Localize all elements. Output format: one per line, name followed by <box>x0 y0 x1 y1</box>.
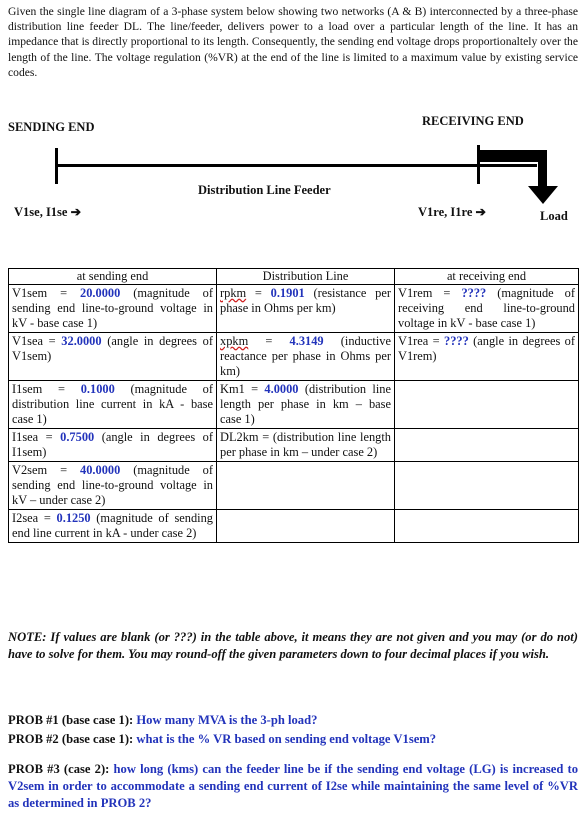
cell-xpkm: xpkm = 4.3149 (inductive reactance per phase in Ohms per km) <box>217 333 395 381</box>
header-sending: at sending end <box>9 269 217 285</box>
receiving-end-label: RECEIVING END <box>422 114 524 128</box>
feeder-label: Distribution Line Feeder <box>198 183 331 197</box>
table-row <box>9 333 579 381</box>
note-paragraph: NOTE: If values are blank (or ???) in the table above, it means they are not given and you may (or do not) have to solve for them. You may round-off the given parameters down to four decimal places if you wish. <box>8 630 578 661</box>
cell-empty <box>217 462 395 510</box>
cell-i1sea: I1sea = 0.7500 (angle in degrees of I1sem) <box>9 429 217 462</box>
header-receiving: at receiving end <box>395 269 579 285</box>
cell-v1rem: V1rem = ???? (magnitude of receiving end line-to-ground voltage in kV - base case 1) <box>395 285 579 333</box>
table-row <box>9 285 579 333</box>
table-row <box>9 429 579 462</box>
cell-v1sea: V1sea = 32.0000 (angle in degrees of V1sem) <box>9 333 217 381</box>
table-row <box>9 462 579 510</box>
prob-2: PROB #2 (base case 1): what is the % VR based on sending end voltage V1sem? <box>8 732 437 746</box>
table-row <box>9 510 579 543</box>
header-line: Distribution Line <box>217 269 395 285</box>
cell-i1sem: I1sem = 0.1000 (magnitude of distribution line current in kA - base case 1) <box>9 381 217 429</box>
cell-empty <box>395 510 579 543</box>
feeder-line <box>57 164 537 167</box>
cell-v2sem: V2sem = 40.0000 (magnitude of sending end line-to-ground voltage in kV – under case 2) <box>9 462 217 510</box>
receiving-variables: V1re, I1re ➔ <box>418 205 486 219</box>
load-label: Load <box>540 209 568 223</box>
cell-empty <box>395 462 579 510</box>
cell-v1sem: V1sem = 20.0000 (magnitude of sending end line-to-ground voltage in kV - base case 1) <box>9 285 217 333</box>
prob-3: PROB #3 (case 2): how long (kms) can the feeder line be if the sending end voltage (LG) is increased to V2sem in order to accommodate a sending end current of I2se while maintaining the same level of %VR as determined in PROB 2? <box>8 762 578 810</box>
cell-rpkm: rpkm = 0.1901 (resistance per phase in Ohms per km) <box>217 285 395 333</box>
sending-variables: V1se, I1se ➔ <box>14 205 82 219</box>
intro-paragraph: Given the single line diagram of a 3-phase system below showing two networks (A & B) interconnected by a three-phase distribution line feeder DL. The line/feeder, delivers power to a load over a particular length of the line. It has an impedance that is directly proportional to its length. Consequently, the sending end voltage drops proportionaltely over the length of the line. The voltage regulation (%VR) at the end of the line is limited to a maximum value by existing service codes. <box>8 5 578 79</box>
cell-v1rea: V1rea = ???? (angle in degrees of V1rem) <box>395 333 579 381</box>
cell-km1: Km1 = 4.0000 (distribution line length per phase in km – base case 1) <box>217 381 395 429</box>
table-row <box>9 381 579 429</box>
cell-i2sea: I2sea = 0.1250 (magnitude of sending end line current in kA - under case 2) <box>9 510 217 543</box>
load-arrow-icon <box>528 186 558 206</box>
sending-end-label: SENDING END <box>8 120 95 134</box>
table-header-row <box>9 269 579 285</box>
cell-empty <box>395 429 579 462</box>
load-drop <box>538 150 547 190</box>
load-tap <box>480 150 542 162</box>
parameters-table <box>8 268 579 543</box>
cell-dl2km: DL2km = (distribution line length per phase in km – under case 2) <box>217 429 395 462</box>
prob-1: PROB #1 (base case 1): How many MVA is the 3-ph load? <box>8 713 318 727</box>
cell-empty <box>217 510 395 543</box>
cell-empty <box>395 381 579 429</box>
